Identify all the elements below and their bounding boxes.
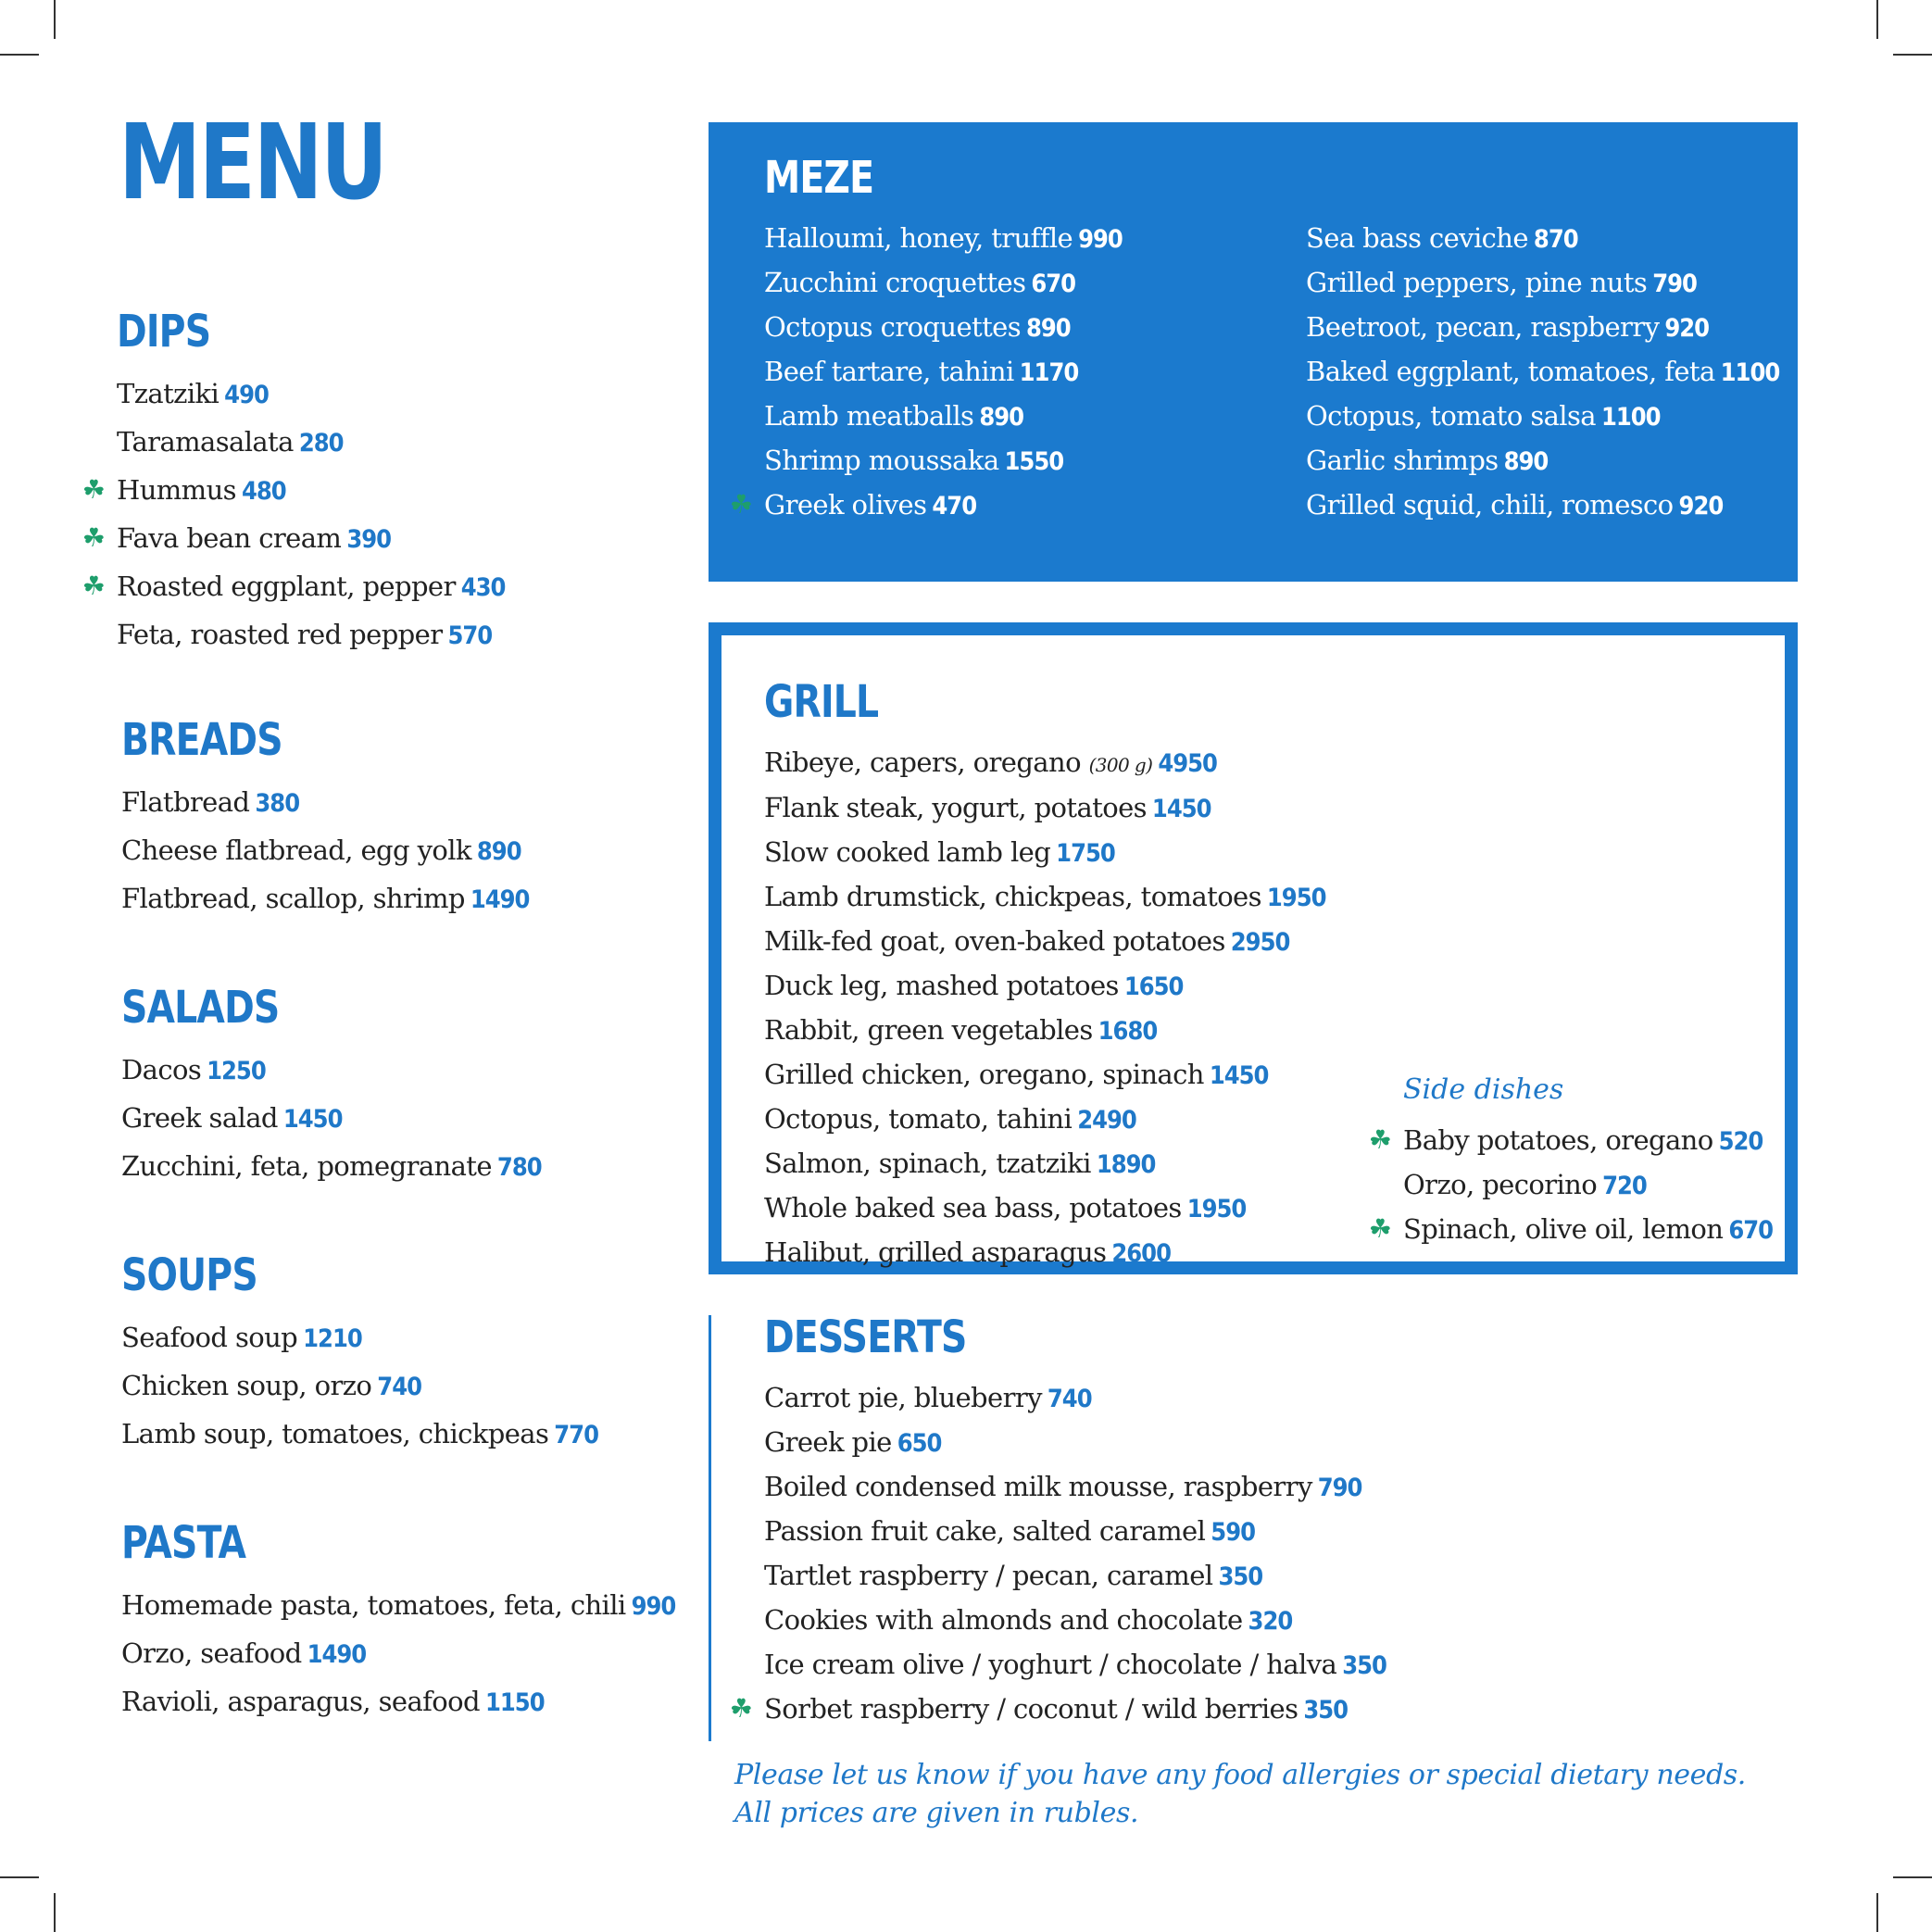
- item-price: 490: [224, 381, 269, 409]
- meze-right-column: [1306, 217, 1779, 528]
- menu-item: [764, 1465, 1386, 1510]
- menu-item: [82, 467, 505, 515]
- item-price: 570: [447, 621, 493, 650]
- item-name: Ribeye, capers, oregano: [764, 746, 1081, 778]
- item-price: 780: [496, 1153, 542, 1182]
- soups-section: [121, 1249, 598, 1459]
- item-name: Octopus, tomato salsa: [1306, 400, 1596, 432]
- item-price: 890: [979, 403, 1024, 432]
- clover-icon: ☘: [82, 522, 106, 553]
- menu-item: [764, 1421, 1386, 1465]
- menu-item: [121, 1582, 675, 1630]
- item-price: 1550: [1004, 447, 1064, 476]
- menu-item: [1306, 261, 1779, 306]
- menu-item: [117, 370, 505, 419]
- item-price: 1150: [484, 1688, 545, 1717]
- item-price: 920: [1678, 492, 1724, 521]
- dips-section: [82, 306, 506, 659]
- item-price: 670: [1031, 270, 1076, 298]
- side-dishes-list: [1368, 1119, 1774, 1252]
- desserts-section: [729, 1311, 1386, 1732]
- menu-item: [764, 831, 1326, 875]
- item-price: 2490: [1077, 1106, 1136, 1135]
- item-name: Orzo, pecorino: [1403, 1169, 1598, 1200]
- item-name: Cookies with almonds and chocolate: [764, 1604, 1243, 1636]
- menu-item: [764, 1009, 1326, 1053]
- item-name: Tartlet raspberry / pecan, caramel: [764, 1560, 1213, 1591]
- item-name: Greek pie: [764, 1426, 892, 1458]
- clover-icon: ☘: [729, 489, 753, 520]
- menu-item: [121, 827, 529, 875]
- footnote: [734, 1756, 1746, 1832]
- menu-item: [121, 1630, 675, 1678]
- item-name: Tzatziki: [117, 378, 220, 409]
- menu-item: [1306, 350, 1779, 395]
- item-name: Taramasalata: [117, 426, 294, 458]
- meze-left-list: [729, 217, 1123, 528]
- menu-item: [82, 515, 505, 563]
- item-name: Passion fruit cake, salted caramel: [764, 1515, 1206, 1547]
- side-dishes-section: [1368, 1067, 1774, 1252]
- item-price: 1210: [303, 1324, 362, 1353]
- menu-item: [764, 1510, 1386, 1554]
- menu-item: [121, 1411, 598, 1459]
- dips-list: [82, 370, 506, 659]
- item-name: Lamb meatballs: [764, 400, 974, 432]
- item-name: Grilled chicken, oregano, spinach: [764, 1059, 1204, 1090]
- item-price: 1250: [207, 1057, 266, 1085]
- menu-item: [764, 920, 1326, 964]
- item-price: 920: [1664, 314, 1710, 343]
- menu-item: [1403, 1163, 1773, 1208]
- item-price: 1450: [1151, 795, 1211, 823]
- item-name: Greek olives: [764, 489, 927, 521]
- item-price: 990: [1078, 225, 1123, 254]
- item-price: 650: [897, 1429, 942, 1458]
- item-name: Dacos: [121, 1054, 202, 1085]
- pasta-section: [121, 1517, 675, 1726]
- crop-mark: [1876, 1893, 1878, 1932]
- item-name: Sorbet raspberry / coconut / wild berries: [764, 1693, 1298, 1725]
- crop-mark: [1893, 54, 1932, 56]
- breads-section: [121, 714, 529, 923]
- menu-item: [1306, 483, 1779, 528]
- item-price: 1490: [470, 885, 530, 914]
- crop-mark: [54, 1893, 56, 1932]
- menu-item: [117, 611, 505, 659]
- item-price: 1100: [1600, 403, 1661, 432]
- item-name: Ice cream olive / yoghurt / chocolate / halva: [764, 1649, 1337, 1680]
- item-price: 990: [631, 1592, 676, 1621]
- item-price: 770: [554, 1421, 598, 1449]
- item-price: 720: [1602, 1172, 1647, 1200]
- item-price: 4950: [1158, 749, 1217, 778]
- item-price: 1100: [1720, 358, 1780, 387]
- item-price: 1750: [1056, 839, 1115, 868]
- pasta-list: [121, 1582, 675, 1726]
- menu-item: [764, 1053, 1326, 1098]
- item-price: 1450: [282, 1105, 343, 1134]
- item-price: 520: [1718, 1127, 1763, 1156]
- menu-item: [729, 1687, 1386, 1732]
- menu-item: [764, 350, 1123, 395]
- soups-title: SOUPS: [121, 1249, 257, 1301]
- item-name: Chicken soup, orzo: [121, 1370, 372, 1401]
- item-price: 670: [1728, 1216, 1774, 1245]
- menu-item: [764, 306, 1123, 350]
- side-dishes-title: Side dishes: [1403, 1073, 1564, 1106]
- item-price: 790: [1317, 1474, 1362, 1502]
- crop-mark: [0, 54, 39, 56]
- soups-list: [121, 1314, 598, 1459]
- item-name: Zucchini croquettes: [764, 267, 1026, 298]
- item-price: 350: [1342, 1651, 1386, 1680]
- item-name: Grilled peppers, pine nuts: [1306, 267, 1648, 298]
- menu-item: [117, 419, 505, 467]
- desserts-list: [729, 1376, 1386, 1732]
- clover-icon: ☘: [729, 1693, 753, 1724]
- breads-title: BREADS: [121, 714, 282, 766]
- item-price: 1680: [1098, 1017, 1158, 1046]
- menu-item: [764, 1643, 1386, 1687]
- item-price: 1650: [1123, 972, 1184, 1001]
- item-price: 2600: [1111, 1239, 1171, 1268]
- item-name: Grilled squid, chili, romesco: [1306, 489, 1674, 521]
- item-name: Garlic shrimps: [1306, 445, 1499, 476]
- menu-item: [1368, 1119, 1773, 1163]
- menu-item: [764, 439, 1123, 483]
- item-price: 390: [346, 525, 392, 554]
- item-price: 790: [1652, 270, 1697, 298]
- item-price: 890: [1026, 314, 1071, 343]
- breads-list: [121, 779, 529, 923]
- item-name: Flatbread: [121, 786, 250, 818]
- clover-icon: ☘: [82, 474, 106, 505]
- salads-section: [121, 982, 542, 1191]
- menu-item: [764, 1231, 1326, 1275]
- crop-mark: [1893, 1876, 1932, 1878]
- item-name: Beetroot, pecan, raspberry: [1306, 311, 1660, 343]
- item-price: 350: [1218, 1562, 1263, 1591]
- item-name: Flatbread, scallop, shrimp: [121, 883, 465, 914]
- grill-box: [709, 622, 1798, 1274]
- item-weight: (300 g): [1088, 754, 1153, 776]
- item-price: 320: [1248, 1607, 1293, 1636]
- menu-item: [764, 1142, 1326, 1186]
- meze-box: [709, 122, 1798, 582]
- item-name: Feta, roasted red pepper: [117, 619, 443, 650]
- item-name: Whole baked sea bass, potatoes: [764, 1192, 1182, 1223]
- item-name: Lamb soup, tomatoes, chickpeas: [121, 1418, 549, 1449]
- item-name: Roasted eggplant, pepper: [117, 571, 456, 602]
- crop-mark: [1876, 0, 1878, 39]
- menu-item: [121, 1362, 598, 1411]
- pasta-title: PASTA: [121, 1517, 246, 1569]
- menu-item: [764, 1186, 1326, 1231]
- item-price: 890: [1503, 447, 1549, 476]
- menu-item: [1306, 395, 1779, 439]
- clover-icon: ☘: [1368, 1213, 1392, 1244]
- item-name: Baby potatoes, oregano: [1403, 1124, 1713, 1156]
- item-name: Octopus, tomato, tahini: [764, 1103, 1073, 1135]
- menu-item: [1306, 217, 1779, 261]
- item-price: 430: [460, 573, 506, 602]
- item-price: 2950: [1230, 928, 1290, 957]
- item-name: Halloumi, honey, truffle: [764, 222, 1073, 254]
- item-name: Salmon, spinach, tzatziki: [764, 1148, 1091, 1179]
- menu-item: [1306, 306, 1779, 350]
- item-name: Duck leg, mashed potatoes: [764, 970, 1119, 1001]
- desserts-divider: [709, 1315, 711, 1741]
- menu-item: [764, 395, 1123, 439]
- meze-title: MEZE: [764, 152, 874, 204]
- menu-item: [764, 217, 1123, 261]
- item-name: Flank steak, yogurt, potatoes: [764, 792, 1147, 823]
- item-price: 350: [1303, 1696, 1349, 1725]
- item-name: Greek salad: [121, 1102, 278, 1134]
- item-price: 1890: [1096, 1150, 1156, 1179]
- meze-right-list: [1306, 217, 1779, 528]
- item-name: Slow cooked lamb leg: [764, 836, 1051, 868]
- meze-section: [729, 152, 1123, 528]
- item-name: Sea bass ceviche: [1306, 222, 1528, 254]
- menu-item: [121, 1143, 542, 1191]
- item-name: Halibut, grilled asparagus: [764, 1236, 1107, 1268]
- item-name: Seafood soup: [121, 1322, 298, 1353]
- salads-title: SALADS: [121, 982, 280, 1034]
- item-price: 470: [932, 492, 977, 521]
- item-name: Milk-fed goat, oven-baked potatoes: [764, 925, 1225, 957]
- allergy-note: Please let us know if you have any food allergies or special dietary needs.: [734, 1759, 1746, 1791]
- grill-list: [764, 741, 1326, 1275]
- grill-section: [764, 676, 1326, 1275]
- item-name: Zucchini, feta, pomegranate: [121, 1150, 492, 1182]
- item-price: 380: [255, 789, 300, 818]
- item-price: 590: [1211, 1518, 1256, 1547]
- menu-item: [121, 1095, 542, 1143]
- item-name: Boiled condensed milk mousse, raspberry: [764, 1471, 1312, 1502]
- menu-item: [764, 1376, 1386, 1421]
- item-name: Hummus: [117, 474, 236, 506]
- crop-mark: [0, 1876, 39, 1878]
- grill-title: GRILL: [764, 676, 879, 728]
- item-name: Beef tartare, tahini: [764, 356, 1014, 387]
- item-name: Spinach, olive oil, lemon: [1403, 1213, 1724, 1245]
- menu-item: [764, 741, 1326, 786]
- item-price: 1490: [307, 1640, 367, 1669]
- item-price: 280: [298, 429, 344, 458]
- item-name: Cheese flatbread, egg yolk: [121, 834, 471, 866]
- item-name: Homemade pasta, tomatoes, feta, chili: [121, 1589, 626, 1621]
- item-name: Rabbit, green vegetables: [764, 1014, 1093, 1046]
- menu-item: [764, 1599, 1386, 1643]
- item-price: 890: [476, 837, 521, 866]
- menu-item: [1368, 1208, 1774, 1252]
- menu-item: [121, 1314, 598, 1362]
- menu-item: [764, 1554, 1386, 1599]
- item-price: 1950: [1266, 884, 1326, 912]
- item-price: 1950: [1186, 1195, 1247, 1223]
- menu-item: [121, 1678, 675, 1726]
- menu-item: [82, 563, 506, 611]
- menu-item: [764, 964, 1326, 1009]
- item-name: Carrot pie, blueberry: [764, 1382, 1042, 1413]
- menu-item: [1306, 439, 1779, 483]
- item-price: 740: [1047, 1385, 1092, 1413]
- item-price: 740: [377, 1373, 422, 1401]
- clover-icon: ☘: [82, 571, 106, 601]
- menu-item: [764, 786, 1326, 831]
- crop-mark: [54, 0, 56, 39]
- currency-note: All prices are given in rubles.: [734, 1797, 1139, 1829]
- menu-item: [729, 483, 1123, 528]
- item-name: Baked eggplant, tomatoes, feta: [1306, 356, 1715, 387]
- menu-title: MENU: [119, 103, 386, 223]
- item-name: Ravioli, asparagus, seafood: [121, 1686, 480, 1717]
- menu-item: [764, 261, 1123, 306]
- item-name: Orzo, seafood: [121, 1637, 302, 1669]
- dips-title: DIPS: [117, 306, 211, 358]
- menu-item: [121, 875, 529, 923]
- item-name: Fava bean cream: [117, 522, 342, 554]
- item-price: 870: [1533, 225, 1578, 254]
- item-price: 480: [241, 477, 286, 506]
- item-price: 1450: [1209, 1061, 1269, 1090]
- item-price: 1170: [1019, 358, 1079, 387]
- item-name: Octopus croquettes: [764, 311, 1021, 343]
- menu-item: [121, 1047, 542, 1095]
- item-name: Lamb drumstick, chickpeas, tomatoes: [764, 881, 1261, 912]
- clover-icon: ☘: [1368, 1124, 1392, 1155]
- menu-item: [764, 875, 1326, 920]
- salads-list: [121, 1047, 542, 1191]
- item-name: Shrimp moussaka: [764, 445, 999, 476]
- desserts-title: DESSERTS: [764, 1311, 967, 1363]
- menu-item: [121, 779, 529, 827]
- menu-item: [764, 1098, 1326, 1142]
